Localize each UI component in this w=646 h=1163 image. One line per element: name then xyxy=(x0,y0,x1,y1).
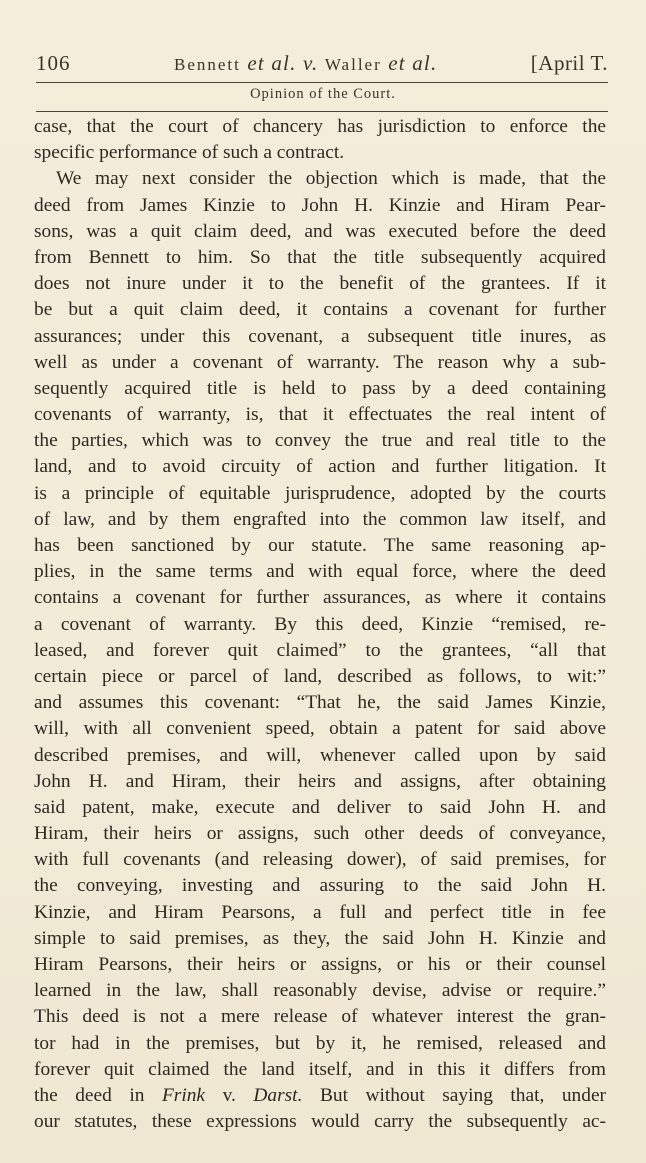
header-rule xyxy=(36,82,608,83)
text-line: well as under a covenant of warranty. The reason why a sub- xyxy=(34,351,606,373)
case-etal-defendant: et al. xyxy=(388,51,438,75)
text-line-case-citation xyxy=(34,1083,606,1109)
text-line: covenants of warranty, is, that it effectuates the real intent of xyxy=(34,404,606,426)
text-line: from Bennett to him. So that the title subsequently acquired xyxy=(34,246,606,268)
text-line: forever quit claimed the land itself, and in this it differs from xyxy=(34,1058,606,1080)
cited-case-party-1: Frink xyxy=(161,1084,206,1106)
text-line: specific performance of such a contract. xyxy=(34,142,345,164)
opinion-text xyxy=(34,114,606,1135)
text-line: Hiram, their heirs or assigns, such other deeds of conveyance, xyxy=(34,823,606,845)
text-line: described premises, and will, whenever called upon by said xyxy=(34,744,606,766)
section-label: Opinion of the Court. xyxy=(250,86,396,102)
text-line: land, and to avoid circuity of action and further litigation. It xyxy=(34,456,606,478)
text-line: Hiram Pearsons, their heirs or assigns, or his or their counsel xyxy=(34,954,606,975)
section-rule xyxy=(36,111,608,112)
text-line: has been sanctioned by our statute. The same reasoning ap- xyxy=(34,535,606,556)
citation-suffix: But without saying that, under xyxy=(302,1084,607,1106)
text-line: simple to said premises, as they, the said John H. Kinzie and xyxy=(34,927,606,949)
text-line: of law, and by them engrafted into the common law itself, and xyxy=(34,508,606,530)
running-head xyxy=(36,48,608,78)
text-line: plies, in the same terms and with equal force, where the deed xyxy=(34,561,606,583)
text-line: case, that the court of chancery has jurisdiction to enforce the xyxy=(34,116,606,137)
text-line: certain piece or parcel of land, described as follows, to wit:” xyxy=(34,665,606,687)
text-line: We may next consider the objection which is made, that the xyxy=(56,168,606,190)
citation-versus: v. xyxy=(205,1084,254,1106)
page-number: 106 xyxy=(36,51,71,75)
text-line: Kinzie, and Hiram Pearsons, a full and perfect title in fee xyxy=(34,901,606,923)
case-party-plaintiff: Bennett xyxy=(174,55,241,74)
text-line: be but a quit claim deed, it contains a covenant for further xyxy=(34,299,606,321)
text-line: will, with all convenient speed, obtain a patent for said above xyxy=(34,718,606,740)
case-party-defendant: Waller xyxy=(324,55,382,74)
cited-case-party-2: Darst. xyxy=(253,1084,303,1106)
text-line: does not inure under it to the benefit of the grantees. If it xyxy=(34,273,606,295)
text-line: sons, was a quit claim deed, and was executed before the deed xyxy=(34,220,606,242)
case-etal-plaintiff: et al. xyxy=(247,51,297,75)
text-line: a covenant of warranty. By this deed, Kinzie “remised, re- xyxy=(34,613,606,635)
case-versus: v. xyxy=(303,51,319,75)
text-line: assurances; under this covenant, a subsequent title inures, as xyxy=(34,325,606,347)
text-line: John H. and Hiram, their heirs and assigns, after obtaining xyxy=(34,770,606,792)
text-line: our statutes, these expressions would carry the subsequently ac- xyxy=(34,1111,606,1133)
text-line: the conveying, investing and assuring to the said John H. xyxy=(34,875,606,897)
text-line: with full covenants (and releasing dower), of said premises, for xyxy=(34,849,606,871)
case-title xyxy=(174,48,437,80)
court-term: [April T. xyxy=(530,51,608,75)
text-line: tor had in the premises, but by it, he remised, released and xyxy=(34,1032,606,1054)
text-line: This deed is not a mere release of whatever interest the gran- xyxy=(34,1006,606,1028)
text-line: leased, and forever quit claimed” to the grantees, “all that xyxy=(34,639,606,661)
text-line: the parties, which was to convey the true and real title to the xyxy=(34,430,606,452)
citation-prefix: the deed in xyxy=(34,1084,162,1106)
text-line: learned in the law, shall reasonably devise, advise or require.” xyxy=(34,980,606,1002)
text-line: contains a covenant for further assurances, as where it contains xyxy=(34,587,606,609)
text-line: deed from James Kinzie to John H. Kinzie and Hiram Pear- xyxy=(34,194,606,216)
text-line: said patent, make, execute and deliver to said John H. and xyxy=(34,796,606,818)
text-line: and assumes this covenant: “That he, the said James Kinzie, xyxy=(34,692,606,714)
text-line: is a principle of equitable jurisprudence, adopted by the courts xyxy=(34,482,606,504)
text-line: sequently acquired title is held to pass by a deed containing xyxy=(34,377,606,399)
